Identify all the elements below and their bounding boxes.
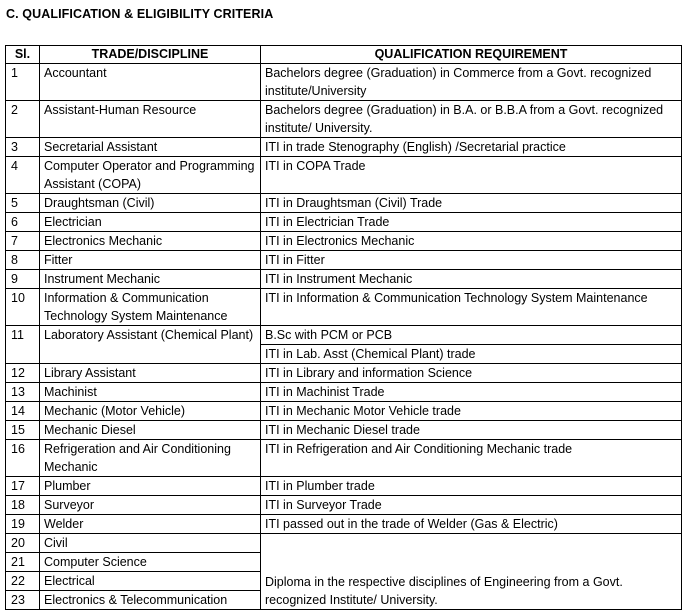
trade-cell: Fitter [40, 251, 261, 270]
table-row [6, 364, 682, 383]
qualification-cell: ITI in trade Stenography (English) /Secretarial practice [261, 138, 682, 157]
table-row [6, 213, 682, 232]
sl-cell: 14 [6, 402, 40, 421]
sl-cell: 6 [6, 213, 40, 232]
table-row [6, 477, 682, 496]
qualification-cell: ITI in Refrigeration and Air Conditioning Mechanic trade [261, 440, 682, 477]
trade-cell: Assistant-Human Resource [40, 101, 261, 138]
trade-cell: Computer Science [40, 553, 261, 572]
trade-cell: Welder [40, 515, 261, 534]
trade-cell: Refrigeration and Air Conditioning Mechanic [40, 440, 261, 477]
sl-cell: 11 [6, 326, 40, 364]
sl-cell: 15 [6, 421, 40, 440]
trade-cell: Electronics Mechanic [40, 232, 261, 251]
table-row [6, 138, 682, 157]
qualification-cell: ITI in Mechanic Diesel trade [261, 421, 682, 440]
table-row [6, 496, 682, 515]
col-header-sl: Sl. [6, 46, 40, 64]
sl-cell: 17 [6, 477, 40, 496]
qualification-cell: ITI in Machinist Trade [261, 383, 682, 402]
table-row [6, 289, 682, 326]
trade-cell: Electrical [40, 572, 261, 591]
qualification-cell: ITI in Electrician Trade [261, 213, 682, 232]
table-row [6, 101, 682, 138]
sl-cell: 1 [6, 64, 40, 101]
col-header-qualification: QUALIFICATION REQUIREMENT [261, 46, 682, 64]
qualification-cell: ITI in Mechanic Motor Vehicle trade [261, 402, 682, 421]
table-row [6, 64, 682, 101]
trade-cell: Instrument Mechanic [40, 270, 261, 289]
trade-cell: Electronics & Telecommunication [40, 591, 261, 610]
trade-cell: Mechanic (Motor Vehicle) [40, 402, 261, 421]
table-row [6, 515, 682, 534]
trade-cell: Electrician [40, 213, 261, 232]
sl-cell: 18 [6, 496, 40, 515]
qualification-cell: Bachelors degree (Graduation) in B.A. or B.B.A from a Govt. recognized institute/ University. [261, 101, 682, 138]
qualification-cell: Bachelors degree (Graduation) in Commerce from a Govt. recognized institute/University [261, 64, 682, 101]
sl-cell: 7 [6, 232, 40, 251]
sl-cell: 10 [6, 289, 40, 326]
table-row [6, 270, 682, 289]
qualification-cell: ITI in Surveyor Trade [261, 496, 682, 515]
trade-cell: Plumber [40, 477, 261, 496]
trade-cell: Laboratory Assistant (Chemical Plant) [40, 326, 261, 364]
table-row [6, 194, 682, 213]
table-row [6, 157, 682, 194]
table-row [6, 402, 682, 421]
trade-cell: Machinist [40, 383, 261, 402]
sl-cell: 23 [6, 591, 40, 610]
trade-cell: Accountant [40, 64, 261, 101]
sl-cell: 20 [6, 534, 40, 553]
qualification-cell: ITI in Plumber trade [261, 477, 682, 496]
qualification-cell: ITI in Lab. Asst (Chemical Plant) trade [261, 345, 682, 364]
qualification-cell: ITI in COPA Trade [261, 157, 682, 194]
table-row [6, 326, 682, 345]
section-heading: C. QUALIFICATION & ELIGIBILITY CRITERIA [6, 7, 274, 21]
table-row [6, 232, 682, 251]
qualification-cell: ITI in Draughtsman (Civil) Trade [261, 194, 682, 213]
qualification-cell: ITI in Instrument Mechanic [261, 270, 682, 289]
trade-cell: Draughtsman (Civil) [40, 194, 261, 213]
sl-cell: 5 [6, 194, 40, 213]
trade-cell: Information & Communication Technology System Maintenance [40, 289, 261, 326]
qualification-cell: ITI passed out in the trade of Welder (Gas & Electric) [261, 515, 682, 534]
sl-cell: 2 [6, 101, 40, 138]
trade-cell: Library Assistant [40, 364, 261, 383]
qualification-cell: ITI in Fitter [261, 251, 682, 270]
qualification-cell: ITI in Information & Communication Technology System Maintenance [261, 289, 682, 326]
trade-cell: Secretarial Assistant [40, 138, 261, 157]
table-header-row [6, 46, 682, 64]
sl-cell: 13 [6, 383, 40, 402]
qualification-table [5, 45, 682, 610]
sl-cell: 22 [6, 572, 40, 591]
table-row [6, 251, 682, 270]
sl-cell: 12 [6, 364, 40, 383]
trade-cell: Surveyor [40, 496, 261, 515]
sl-cell: 4 [6, 157, 40, 194]
sl-cell: 16 [6, 440, 40, 477]
trade-cell: Mechanic Diesel [40, 421, 261, 440]
qualification-cell: ITI in Library and information Science [261, 364, 682, 383]
sl-cell: 9 [6, 270, 40, 289]
qualification-cell: ITI in Electronics Mechanic [261, 232, 682, 251]
table-row [6, 421, 682, 440]
sl-cell: 21 [6, 553, 40, 572]
sl-cell: 8 [6, 251, 40, 270]
sl-cell: 3 [6, 138, 40, 157]
trade-cell: Computer Operator and Programming Assistant (COPA) [40, 157, 261, 194]
trade-cell: Civil [40, 534, 261, 553]
table-row [6, 534, 682, 553]
col-header-trade: TRADE/DISCIPLINE [40, 46, 261, 64]
sl-cell: 19 [6, 515, 40, 534]
table-row [6, 440, 682, 477]
table-row [6, 383, 682, 402]
qualification-cell: B.Sc with PCM or PCB [261, 326, 682, 345]
merged-qualification-cell: Diploma in the respective disciplines of Engineering from a Govt. recognized Institute/ University. [261, 534, 682, 610]
